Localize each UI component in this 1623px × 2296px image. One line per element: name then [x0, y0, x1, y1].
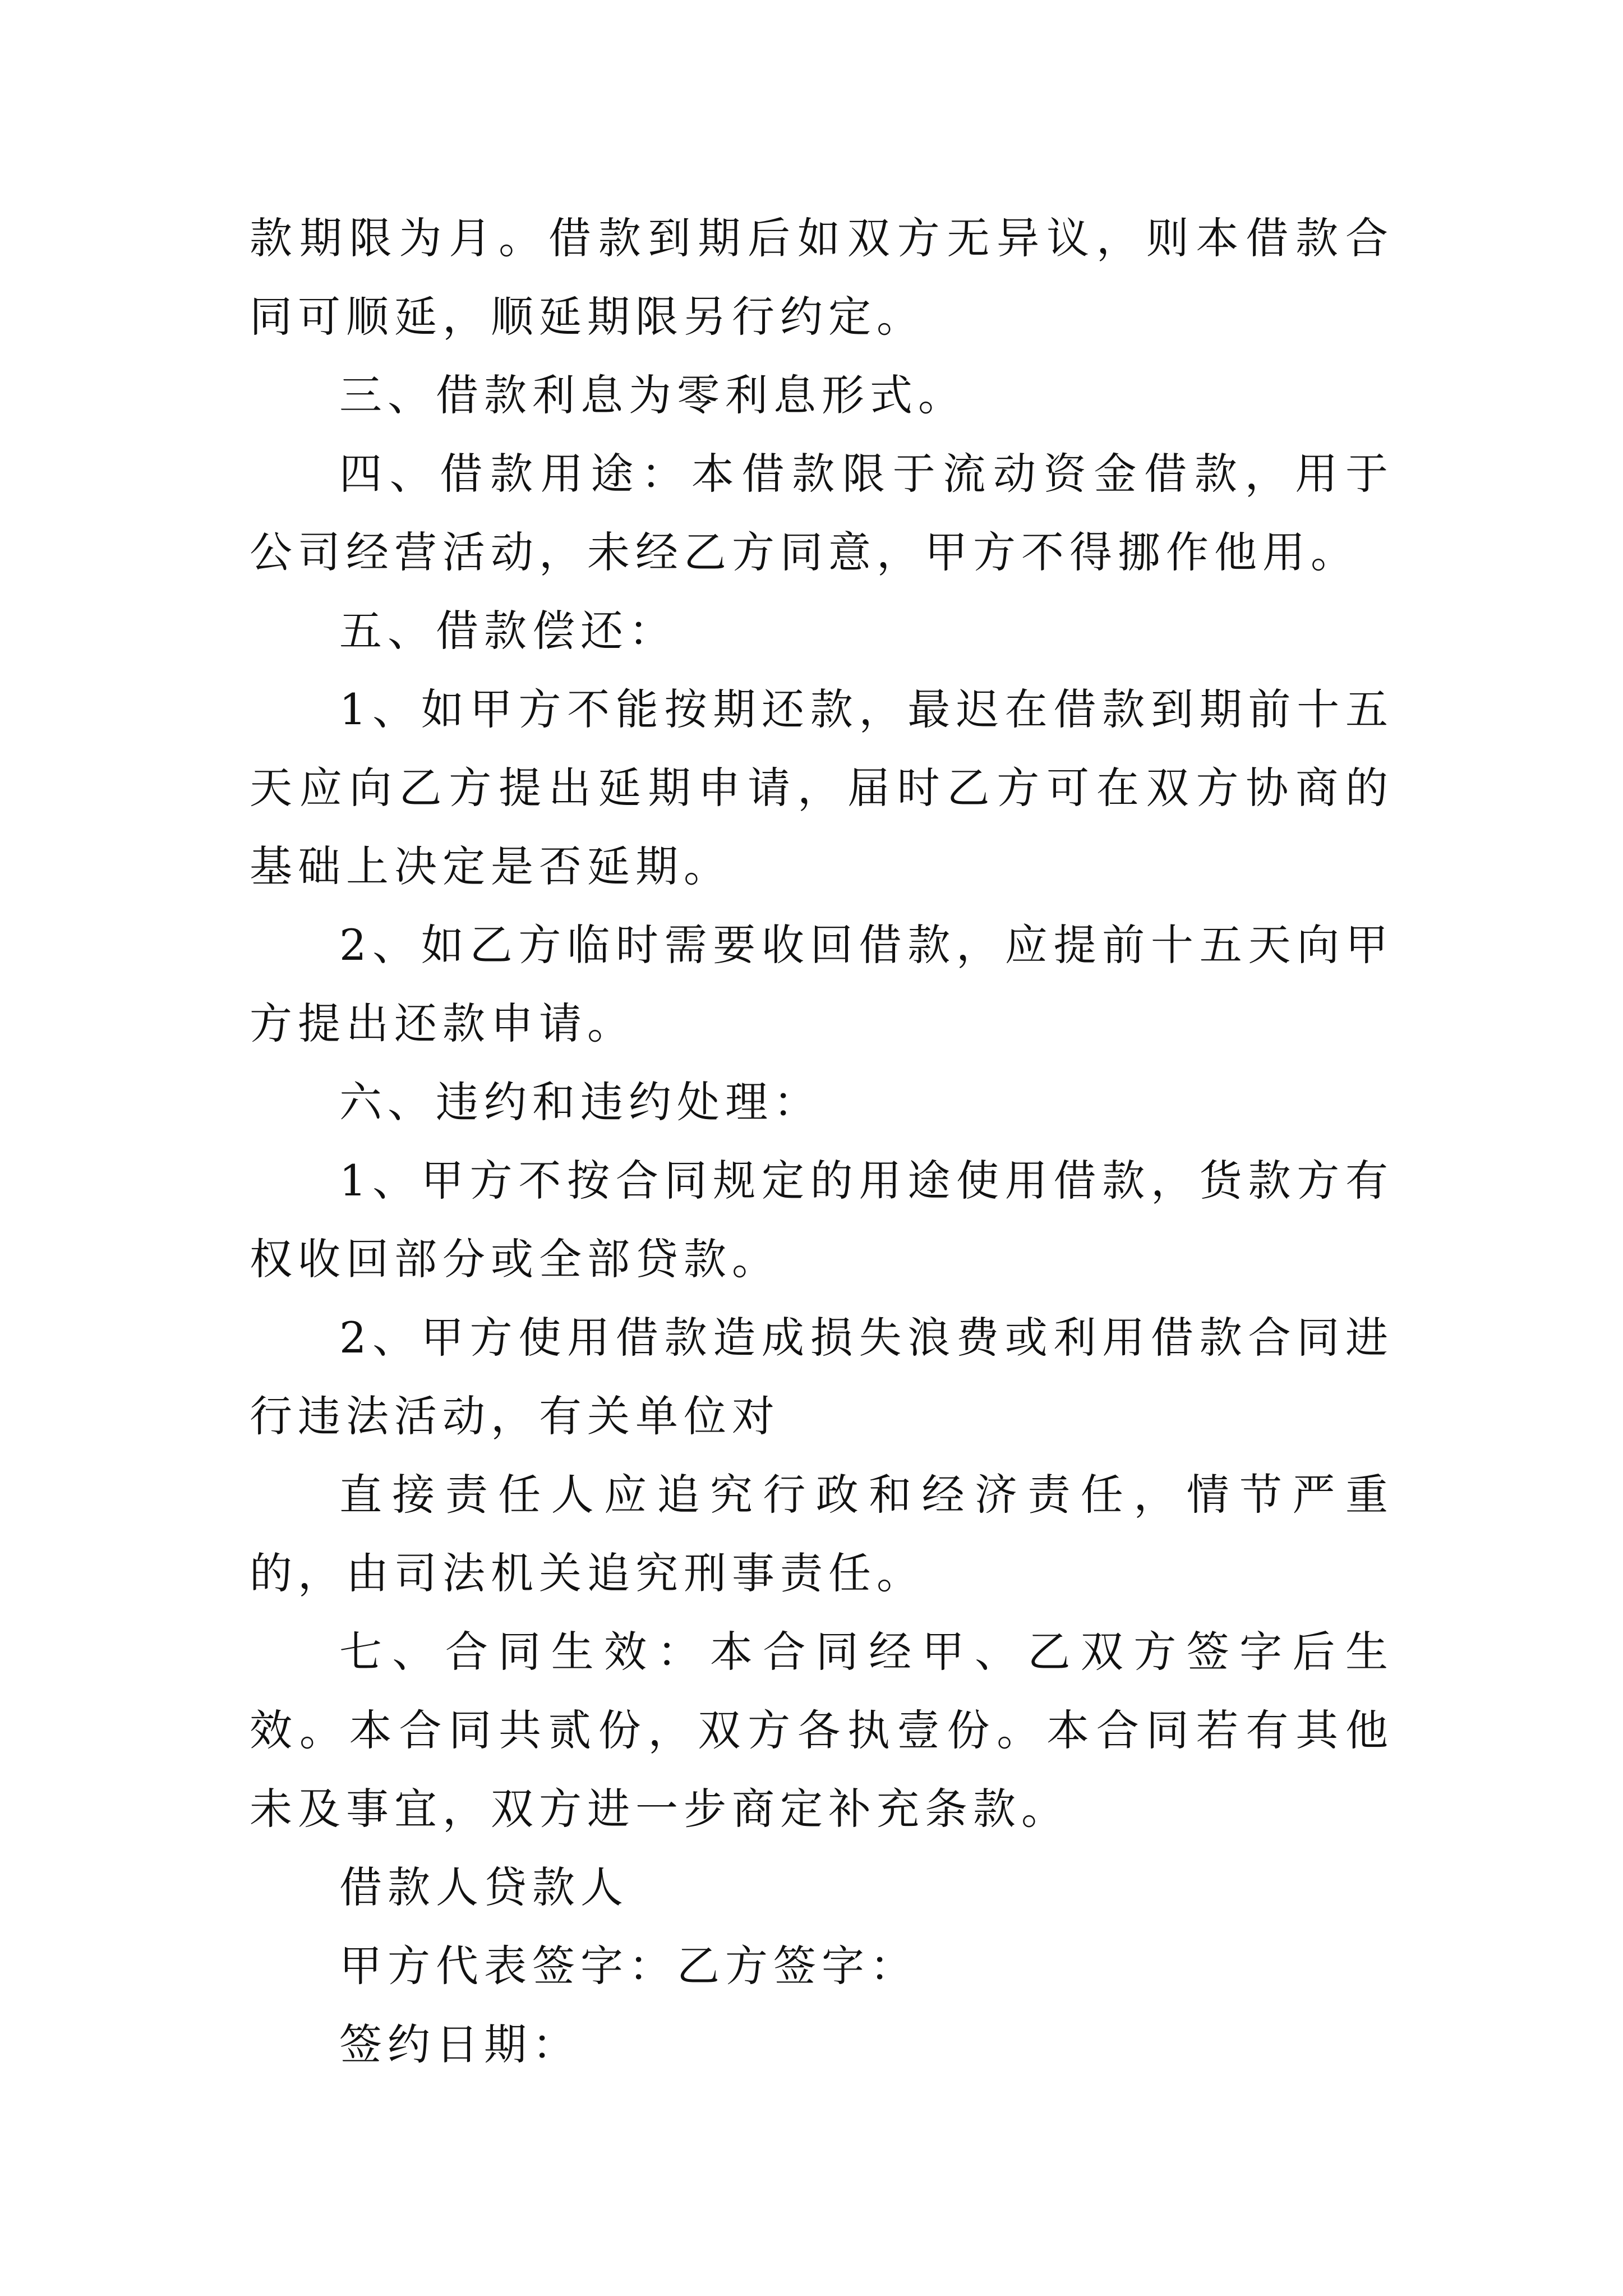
- signature-parties-label: 借款人贷款人: [339, 1862, 629, 1912]
- paragraph-interest: 三、借款利息为零利息形式。: [339, 370, 966, 420]
- section-heading-repayment: 五、借款偿还：: [339, 606, 677, 656]
- document-body: [250, 199, 1394, 2084]
- paragraph-breach-item-2: 2、甲方使用借款造成损失浪费或利用借款合同进行违法活动，有关单位对: [250, 1313, 1394, 1441]
- paragraph-repayment-item-1: 1、如甲方不能按期还款，最迟在借款到期前十五天应向乙方提出延期申请，届时乙方可在双方协商的基础上决定是否延期。: [250, 684, 1394, 891]
- paragraph-loan-purpose: 四、借款用途：本借款限于流动资金借款，用于公司经营活动，未经乙方同意，甲方不得挪作他用。: [250, 449, 1394, 577]
- section-heading-breach: 六、违约和违约处理：: [339, 1077, 822, 1127]
- signing-date-line: 签约日期：: [339, 2019, 580, 2069]
- paragraph-breach-item-1: 1、甲方不按合同规定的用途使用借款，货款方有权收回部分或全部贷款。: [250, 1156, 1394, 1284]
- paragraph-breach-item-2-continued: 直接责任人应追究行政和经济责任，情节严重的，由司法机关追究刑事责任。: [250, 1470, 1394, 1598]
- paragraph-contract-effective: 七、合同生效：本合同经甲、乙双方签字后生效。本合同共贰份，双方各执壹份。本合同若有其他未及事宜，双方进一步商定补充条款。: [250, 1627, 1394, 1834]
- signature-line: 甲方代表签字：乙方签字：: [339, 1941, 918, 1991]
- paragraph-repayment-item-2: 2、如乙方临时需要收回借款，应提前十五天向甲方提出还款申请。: [250, 920, 1394, 1048]
- paragraph-loan-term-continued: 款期限为月。借款到期后如双方无异议，则本借款合同可顺延，顺延期限另行约定。: [250, 213, 1394, 342]
